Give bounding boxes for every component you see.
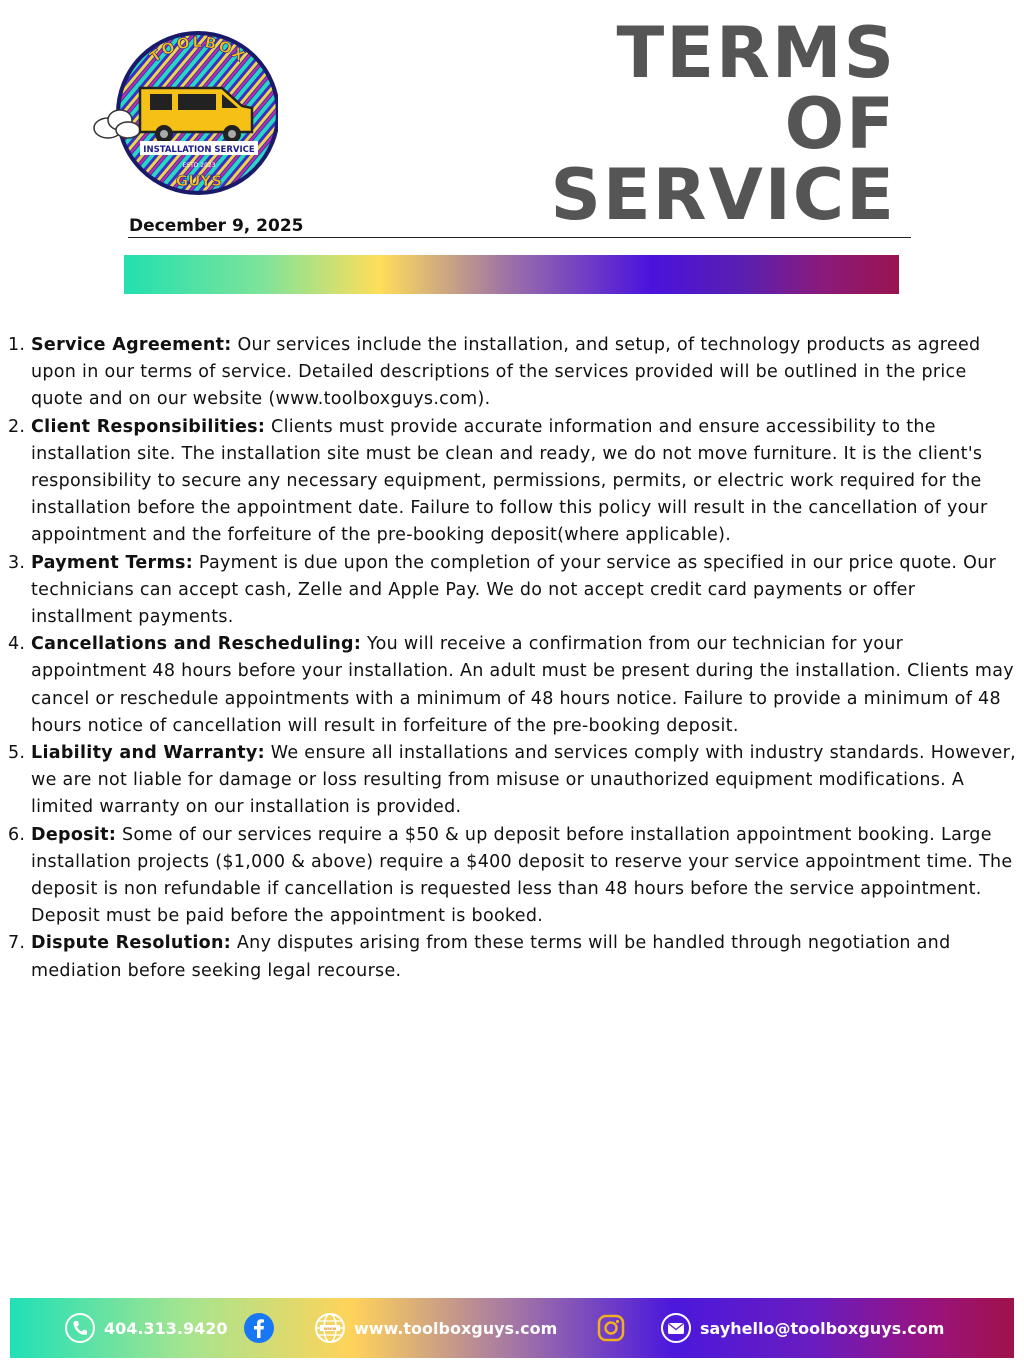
logo-name-bottom: GUYS — [175, 172, 223, 190]
term-text: We ensure all installations and services comply with industry standards. However, we are not liable for damage or loss resulting from misuse or unauthorized equipment modifications. A limited warranty on our installation is provided. — [31, 743, 1016, 818]
svg-text:www: www — [323, 1327, 337, 1332]
footer-phone[interactable] — [64, 1298, 227, 1358]
footer-website[interactable] — [314, 1298, 557, 1358]
phone-number: 404.313.9420 — [104, 1318, 228, 1338]
term-number: 3. — [8, 552, 26, 573]
term-text: Any disputes arising from these terms will be handled through negotiation and mediation before seeking legal recourse. — [31, 933, 951, 981]
term-item — [8, 550, 1024, 632]
term-text: Our services include the installation, and setup, of technology products as agreed upon in our terms of service. Detailed descriptions of the services provided will be outlined in the price quote and on our website (www.toolboxguys.com). — [31, 335, 981, 410]
title-line-3: SERVICE — [550, 154, 896, 236]
logo-graphic — [92, 28, 278, 198]
term-label: Deposit: — [31, 824, 117, 845]
terms-list — [0, 332, 1024, 985]
logo-established: ESTD 2023 — [182, 162, 216, 169]
term-item — [8, 822, 1024, 931]
footer-instagram[interactable] — [595, 1298, 635, 1358]
page-title — [476, 12, 896, 236]
term-number: 1. — [8, 335, 26, 355]
term-label: Client Responsibilities: — [31, 416, 266, 437]
phone-icon — [64, 1312, 96, 1344]
globe-icon — [314, 1312, 346, 1344]
header-divider — [128, 237, 911, 238]
term-label: Dispute Resolution: — [31, 933, 232, 954]
email-address: sayhello@toolboxguys.com — [700, 1318, 945, 1338]
term-item — [8, 930, 1024, 984]
term-number: 7. — [8, 933, 26, 954]
term-label: Liability and Warranty: — [31, 743, 265, 764]
logo-name-top: TOOLBOX — [146, 32, 250, 67]
term-text: Clients must provide accurate information and ensure accessibility to the installation site. The installation site must be clean and ready, we do not move furniture. It is the client's responsibility to secure any necessary equipment, permissions, permits, or electric work required for the installation before the appointment date. Failure to follow this policy will result in the cancellation of your appointment and the forfeiture of the pre-booking deposit(where applicable). — [31, 416, 988, 546]
website-url: www.toolboxguys.com — [354, 1318, 558, 1338]
instagram-icon — [595, 1312, 627, 1344]
facebook-icon — [243, 1312, 275, 1344]
term-label: Cancellations and Rescheduling: — [31, 634, 362, 655]
term-text: You will receive a confirmation from our technician for your appointment 48 hours before your installation. An adult must be present during the installation. Clients may cancel or reschedule appointments with a minimum of 48 hours notice. Failure to provide a minimum of 48 hours notice of cancellation will result in forfeiture of the pre-booking deposit. — [31, 634, 1014, 736]
term-number: 5. — [8, 743, 26, 764]
company-logo — [92, 28, 278, 198]
term-number: 4. — [8, 634, 26, 655]
term-item — [8, 631, 1024, 740]
footer-facebook[interactable] — [243, 1298, 283, 1358]
footer-bar — [10, 1298, 1014, 1358]
title-line-2: OF — [784, 83, 896, 165]
term-number: 6. — [8, 824, 26, 845]
document-date: December 9, 2025 — [129, 216, 304, 236]
term-text: Some of our services require a $50 & up deposit before installation appointment booking. Large installation projects ($1,000 & above) require a $400 deposit to reserve your service appointment time. The deposit is non refundable if cancellation is requested less than 48 hours before the service appointment. Deposit must be paid before the appointment is booked. — [31, 824, 1013, 927]
footer-email[interactable] — [660, 1298, 944, 1358]
title-line-1: TERMS — [616, 12, 896, 94]
term-label: Payment Terms: — [31, 552, 194, 573]
term-number: 2. — [8, 416, 26, 437]
term-item — [8, 414, 1024, 550]
term-item — [8, 332, 1024, 414]
logo-tagline: INSTALLATION SERVICE — [143, 145, 255, 155]
gradient-banner — [124, 255, 899, 294]
term-label: Service Agreement: — [31, 335, 232, 355]
term-text: Payment is due upon the completion of your service as specified in our price quote. Our technicians can accept cash, Zelle and Apple Pay. We do not accept credit card payments or offer installment payments. — [31, 552, 997, 628]
email-icon — [660, 1312, 692, 1344]
term-item — [8, 740, 1024, 822]
